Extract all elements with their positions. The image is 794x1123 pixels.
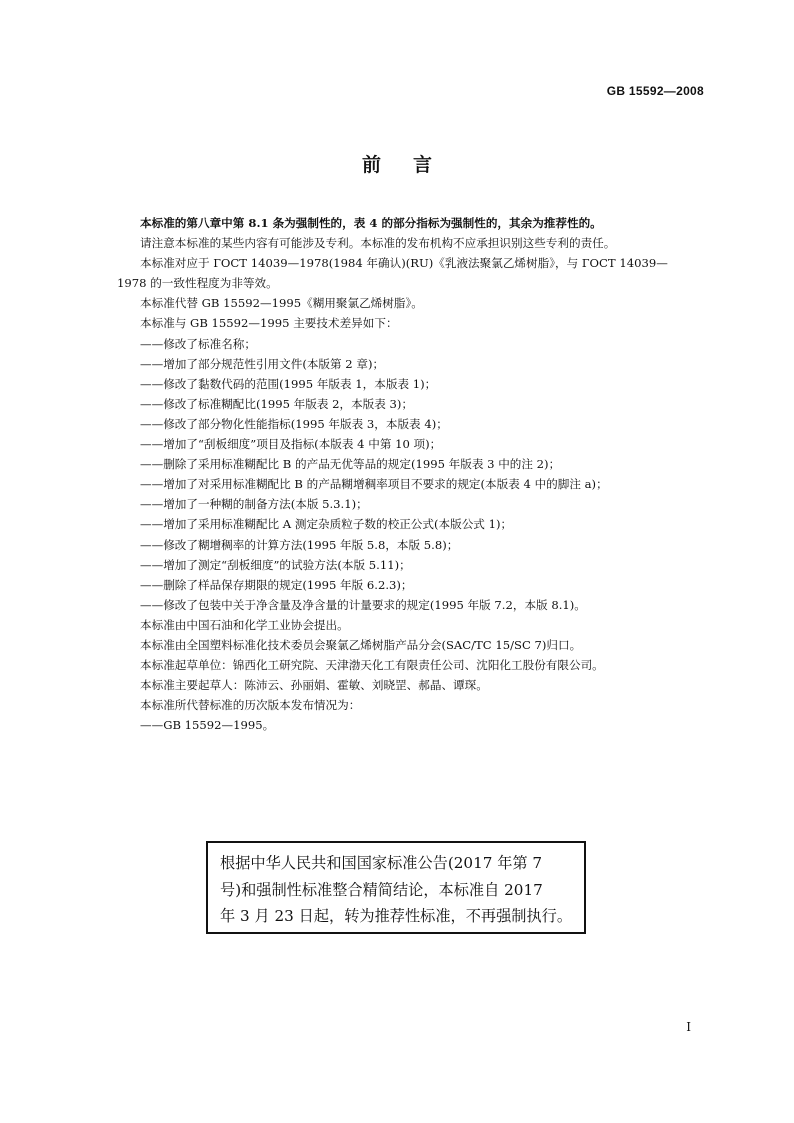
change-item: ——增加了部分规范性引用文件(本版第 2 章)； [140, 356, 385, 371]
paragraph-correspondence-line1: 本标准对应于 ГОСТ 14039—1978(1984 年确认)(RU)《乳液法聚氯乙烯树脂》，与 ГОСТ 14039— [140, 256, 668, 271]
paragraph-history-intro: 本标准所代替标准的历次版本发布情况为： [140, 698, 361, 713]
change-item: ——增加了测定“刮板细度”的试验方法(本版 5.11)； [140, 557, 411, 572]
paragraph-drafters: 本标准主要起草人：陈沛云、孙丽娟、霍敏、刘晓罡、郝晶、谭琛。 [140, 678, 488, 693]
change-item: ——修改了标准名称； [140, 336, 256, 351]
notice-line: 年 3 月 23 日起，转为推荐性标准，不再强制执行。 [220, 907, 573, 925]
change-item: ——删除了样品保存期限的规定(1995 年版 6.2.3)； [140, 577, 413, 592]
notice-line: 号)和强制性标准整合精简结论，本标准自 2017 [220, 880, 543, 899]
page-number: I [686, 1020, 691, 1034]
change-item: ——修改了包装中关于净含量及净含量的计量要求的规定(1995 年版 7.2，本版 8.1)。 [140, 597, 586, 612]
paragraph-mandatory-clause: 本标准的第八章中第 8.1 条为强制性的，表 4 的部分指标为强制性的，其余为推荐性的。 [140, 216, 602, 230]
conversion-notice-box [206, 841, 586, 934]
change-item: ——修改了标准糊配比(1995 年版表 2，本版表 3)； [140, 396, 414, 411]
page-title: 前言 [361, 154, 464, 176]
paragraph-differences-intro: 本标准与 GB 15592—1995 主要技术差异如下： [140, 316, 398, 331]
paragraph-proposed-by: 本标准由中国石油和化学工业协会提出。 [140, 617, 349, 632]
notice-line: 根据中华人民共和国国家标准公告(2017 年第 7 [220, 854, 543, 872]
change-item: ——修改了糊增稠率的计算方法(1995 年版 5.8，本版 5.8)； [140, 537, 459, 552]
history-item: ——GB 15592—1995。 [140, 718, 275, 733]
standard-code: GB 15592—2008 [606, 84, 704, 98]
paragraph-drafting-units: 本标准起草单位：锦西化工研究院、天津渤天化工有限责任公司、沈阳化工股份有限公司。 [140, 658, 604, 673]
change-item: ——增加了“刮板细度”项目及指标(本版表 4 中第 10 项)； [140, 437, 442, 452]
foreword-body [117, 213, 702, 735]
paragraph-under-committee: 本标准由全国塑料标准化技术委员会聚氯乙烯树脂产品分会(SAC/TC 15/SC 7)归口。 [140, 637, 582, 652]
change-item: ——删除了采用标准糊配比 B 的产品无优等品的规定(1995 年版表 3 中的注 2)； [140, 457, 561, 472]
change-item: ——增加了采用标准糊配比 A 测定杂质粒子数的校正公式(本版公式 1)； [140, 517, 513, 532]
change-item: ——增加了一种糊的制备方法(本版 5.3.1)； [140, 497, 368, 512]
paragraph-correspondence-line2: 1978 的一致性程度为非等效。 [117, 276, 278, 291]
change-item: ——增加了对采用标准糊配比 B 的产品糊增稠率项目不要求的规定(本版表 4 中的脚注 a)； [140, 477, 608, 492]
paragraph-replaces: 本标准代替 GB 15592—1995《糊用聚氯乙烯树脂》。 [140, 296, 423, 311]
change-item: ——修改了黏数代码的范围(1995 年版表 1，本版表 1)； [140, 376, 437, 391]
change-item: ——修改了部分物化性能指标(1995 年版表 3，本版表 4)； [140, 416, 448, 431]
paragraph-patent-notice: 请注意本标准的某些内容有可能涉及专利。本标准的发布机构不应承担识别这些专利的责任。 [140, 236, 616, 251]
